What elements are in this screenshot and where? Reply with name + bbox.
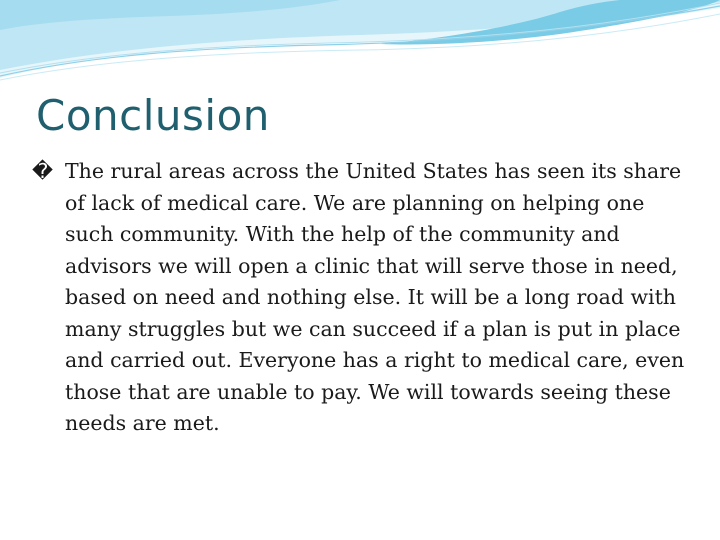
bullet-paragraph <box>32 156 692 440</box>
bullet-marker-glyph: � <box>32 159 54 183</box>
slide-content <box>32 156 692 440</box>
slide-title: Conclusion <box>36 91 270 140</box>
bullet-text: The rural areas across the United States has seen its share of lack of medical care. We are planning on helping one such community. With the help of the community and advisors we will open a clinic that will serve those in need, based on need and nothing else. It will be a long road with many struggles but we can succeed if a plan is put in place and carried out. Everyone has a right to medical care, even those that are unable to pay. We will towards seeing these needs are met. <box>65 159 685 435</box>
header-wave-decoration <box>0 0 720 90</box>
